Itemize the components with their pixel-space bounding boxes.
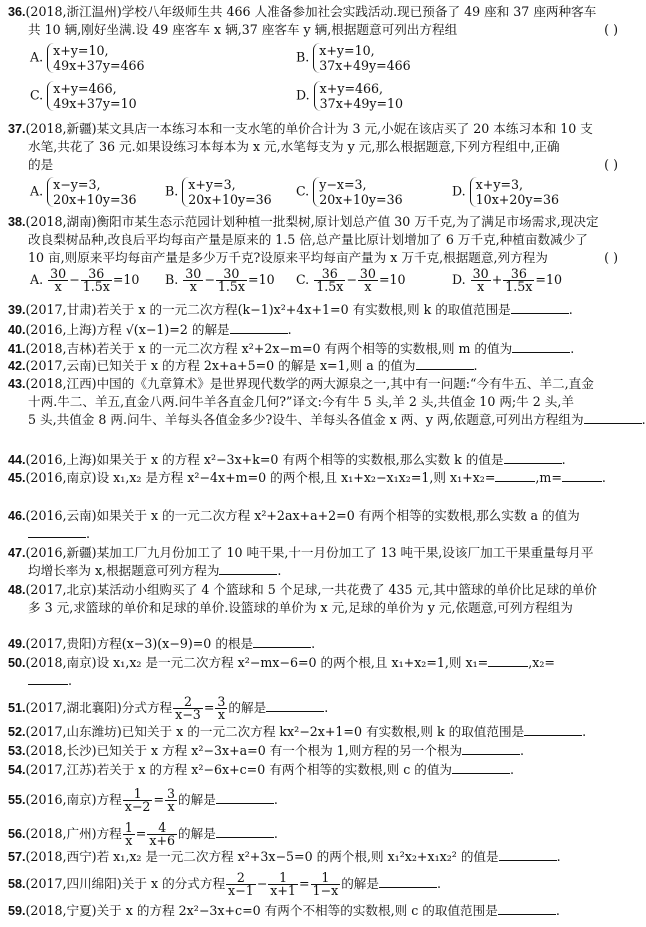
option-a[interactable]: A. $\frac{30}{x}$ − $\frac{36}{1.5x}$ =10 — [30, 266, 140, 294]
answer-parentheses: ( ) — [604, 22, 618, 37]
option-c[interactable]: C. $\frac{36}{1.5x}$ − $\frac{30}{x}$ =10 — [296, 266, 406, 294]
question-53: 53.(2018,长沙)已知关于 x 方程 x²−3x+a=0 有一个根为 1,则方程的另一个根为 . — [8, 743, 525, 758]
answer-blank[interactable] — [253, 636, 311, 648]
question-38-line2: 改良梨树品种,改良后平均每亩产量是原来的 1.5 倍,总产量比原计划增加了 6 万千克,种植亩数减少了 — [28, 232, 588, 247]
question-37-line3: 的是 ( ) — [28, 157, 618, 172]
fraction: $\frac{30}{x}$ — [359, 266, 376, 294]
option-d[interactable]: D. x+y=3, 10x+20y=36 — [452, 177, 560, 207]
answer-blank[interactable] — [499, 849, 557, 861]
answer-blank[interactable] — [498, 903, 556, 915]
answer-blank[interactable] — [216, 826, 274, 838]
question-54: 54.(2017,江苏)若关于 x 的方程 x²−6x+c=0 有两个相等的实数根,则 c 的值为 . — [8, 762, 515, 777]
answer-blank[interactable] — [379, 876, 437, 888]
option-a[interactable]: A. x−y=3, 20x+10y=36 — [30, 177, 137, 207]
equation-system: x+y=466, 49x+37y=10 — [47, 81, 136, 111]
question-38-line3: 10 亩,则原来平均每亩产量是多少万千克?设原来平均每亩产量为 x 万千克,根据题意,列方程为 ( ) — [28, 250, 618, 265]
fraction: $\frac{30}{x}$ — [185, 266, 202, 294]
question-42: 42.(2017,云南)已知关于 x 的方程 2x+a+5=0 的解是 x=1,则 a 的值为 . — [8, 358, 478, 373]
question-40: 40.(2016,上海)方程 √(x−1)=2 的解是 . — [8, 322, 292, 337]
question-48: 48.(2017,北京)某活动小组购买了 4 个篮球和 5 个足球,一共花费了 435 元,其中篮球的单价比足球的单价 — [8, 582, 597, 597]
equation-system: x+y=466, 37x+49y=10 — [314, 81, 403, 111]
answer-blank[interactable] — [219, 563, 277, 575]
question-48-line2: 多 3 元,求篮球的单价和足球的单价.设篮球的单价为 x 元,足球的单价为 y 元,依题意,可列方程组为 — [28, 600, 573, 615]
answer-blank[interactable] — [230, 322, 288, 334]
answer-blank[interactable] — [511, 302, 569, 314]
question-44: 44.(2016,上海)如果关于 x 的方程 x²−3x+k=0 有两个相等的实数根,那么实数 k 的值是 . — [8, 452, 566, 467]
question-text: 共 10 辆,刚好坐满.设 49 座客车 x 辆,37 座客车 y 辆,根据题意可列出方程组 — [28, 22, 458, 37]
answer-blank[interactable] — [216, 792, 274, 804]
question-41: 41.(2018,吉林)若关于 x 的一元二次方程 x²+2x−m=0 有两个相等的实数根,则 m 的值为 . — [8, 341, 575, 356]
question-39: 39.(2017,甘肃)若关于 x 的一元二次方程(k−1)x²+4x+1=0 有实数根,则 k 的取值范围是 . — [8, 302, 573, 317]
fraction: $\frac{1}{1-x}$ — [312, 870, 339, 898]
question-58: 58.(2017,四川绵阳)关于 x 的分式方程 $\frac{2}{x-1}$ − $\frac{1}{x+1}$ = $\frac{1}{1-x}$ 的解是 . — [8, 870, 441, 898]
question-43: 43.(2018,江西)中国的《九章算术》是世界现代数学的两大源泉之一,其中有一问题:“今有牛五、羊二,直金 — [8, 376, 594, 391]
option-b[interactable]: B. $\frac{30}{x}$ − $\frac{30}{1.5x}$ =10 — [165, 266, 275, 294]
question-number: 38. — [8, 215, 26, 229]
fraction: $\frac{36}{1.5x}$ — [505, 266, 533, 294]
question-46: 46.(2016,云南)如果关于 x 的一元二次方程 x²+2ax+a+2=0 有两个相等的实数根,那么实数 a 的值为 — [8, 508, 580, 523]
answer-blank[interactable] — [524, 724, 582, 736]
question-38: 38.(2018,湖南)衡阳市某生态示范园计划种植一批梨树,原计划总产值 30 万千克,为了满足市场需求,现决定 — [8, 214, 599, 229]
question-50-blank: . — [28, 673, 632, 689]
question-37 — [8, 121, 632, 137]
option-c[interactable]: C. x+y=466, 49x+37y=10 — [30, 81, 137, 111]
answer-blank[interactable] — [512, 341, 570, 353]
fraction: $\frac{4}{x+6}$ — [149, 820, 176, 848]
option-a[interactable]: A. x+y=10, 49x+37y=466 — [30, 43, 145, 73]
option-d[interactable]: D. x+y=466, 37x+49y=10 — [296, 81, 404, 111]
question-36 — [8, 4, 632, 20]
answer-blank[interactable] — [584, 412, 642, 424]
fraction: $\frac{3}{x}$ — [167, 786, 176, 814]
option-b[interactable]: B. x+y=10, 37x+49y=466 — [296, 43, 411, 73]
question-text: (2018,浙江温州)学校八年级师生共 466 人准备参加社会实践活动.现已预备了 49 座和 37 座两种客车 — [25, 4, 597, 19]
fraction: $\frac{1}{x+1}$ — [270, 870, 296, 898]
question-37-line2: 水笔,共花了 36 元.如果设练习本每本为 x 元,水笔每支为 y 元,那么根据题意,下列方程组中,正确 — [28, 139, 560, 154]
question-number: 36. — [8, 5, 26, 19]
question-number: 37. — [8, 122, 26, 136]
answer-blank[interactable] — [488, 655, 528, 667]
equation-system: y−x=3, 20x+10y=36 — [313, 177, 402, 207]
fraction: $\frac{36}{1.5x}$ — [316, 266, 344, 294]
answer-blank[interactable] — [495, 470, 535, 482]
fraction: $\frac{36}{1.5x}$ — [82, 266, 110, 294]
question-43-line2: 十两.牛二、羊五,直金八两.问牛羊各直金几何?”译文:今有牛 5 头,羊 2 头,共值金 10 两;牛 2 头,羊 — [28, 394, 574, 409]
equation-system: x+y=3, 20x+10y=36 — [182, 177, 271, 207]
answer-blank[interactable] — [452, 762, 510, 774]
question-59: 59.(2018,宁夏)关于 x 的方程 2x²−3x+c=0 有两个不相等的实数根,则 c 的取值范围是 . — [8, 903, 560, 918]
question-50: 50.(2018,南京)设 x₁,x₂ 是一元二次方程 x²−mx−6=0 的两个根,且 x₁+x₂=1,则 x₁= ,x₂= — [8, 655, 555, 670]
option-d[interactable]: D. $\frac{30}{x}$ + $\frac{36}{1.5x}$ =10 — [452, 266, 562, 294]
fraction: $\frac{30}{1.5x}$ — [217, 266, 246, 294]
equation-system: x−y=3, 20x+10y=36 — [47, 177, 136, 207]
answer-parentheses: ( ) — [604, 157, 618, 172]
question-49: 49.(2017,贵阳)方程(x−3)(x−9)=0 的根是 . — [8, 636, 316, 651]
answer-blank[interactable] — [562, 470, 602, 482]
answer-blank[interactable] — [504, 452, 562, 464]
answer-blank[interactable] — [462, 743, 520, 755]
equation-system: x+y=10, 49x+37y=466 — [47, 43, 144, 73]
fraction: $\frac{30}{x}$ — [50, 266, 67, 294]
fraction: $\frac{1}{x-2}$ — [124, 786, 151, 814]
question-52: 52.(2017,山东潍坊)已知关于 x 的一元二次方程 kx²−2x+1=0 有实数根,则 k 的取值范围是 . — [8, 724, 587, 739]
fraction: $\frac{3}{x}$ — [217, 694, 226, 722]
fraction: $\frac{1}{x}$ — [124, 820, 133, 848]
fraction: $\frac{2}{x-1}$ — [228, 870, 254, 898]
question-55: 55.(2016,南京)方程 $\frac{1}{x-2}$ = $\frac{3}{x}$ 的解是 . — [8, 786, 278, 814]
question-36-line2 — [28, 22, 632, 38]
fraction: $\frac{30}{x}$ — [472, 266, 489, 294]
question-text: (2018,新疆)某文具店一本练习本和一支水笔的单价合计为 3 元,小妮在该店买了 20 本练习本和 10 支 — [25, 121, 593, 136]
fraction: $\frac{2}{x-3}$ — [175, 694, 201, 722]
question-47: 47.(2016,新疆)某加工厂九月份加工了 10 吨干果,十一月份加工了 13 吨干果,设该厂加工干果重量每月平 — [8, 545, 594, 560]
question-46-blank: . — [28, 526, 632, 542]
question-45: 45.(2016,南京)设 x₁,x₂ 是方程 x²−4x+m=0 的两个根,且 x₁+x₂−x₁x₂=1,则 x₁+x₂= ,m= . — [8, 470, 606, 485]
answer-blank[interactable] — [28, 673, 68, 685]
answer-blank[interactable] — [28, 526, 86, 538]
equation-system: x+y=3, 10x+20y=36 — [470, 177, 559, 207]
option-c[interactable]: C. y−x=3, 20x+10y=36 — [296, 177, 403, 207]
question-43-line3: 5 头,共值金 8 两.问牛、羊每头各值金多少?设牛、羊每头各值金 x 两、y 两,依题意,可列出方程组为 . — [28, 412, 646, 427]
question-57: 57.(2018,西宁)若 x₁,x₂ 是一元二次方程 x²+3x−5=0 的两个根,则 x₁²x₂+x₁x₂² 的值是 . — [8, 849, 561, 864]
question-56: 56.(2018,广州)方程 $\frac{1}{x}$ = $\frac{4}{x+6}$ 的解是 . — [8, 820, 278, 848]
answer-blank[interactable] — [416, 358, 474, 370]
question-47-line2: 均增长率为 x,根据题意可列方程为 . — [28, 563, 282, 578]
answer-blank[interactable] — [266, 700, 324, 712]
equation-system: x+y=10, 37x+49y=466 — [313, 43, 410, 73]
answer-parentheses: ( ) — [604, 250, 618, 265]
question-51: 51.(2017,湖北襄阳)分式方程 $\frac{2}{x-3}$ = $\frac{3}{x}$ 的解是 . — [8, 694, 329, 722]
option-b[interactable]: B. x+y=3, 20x+10y=36 — [165, 177, 272, 207]
